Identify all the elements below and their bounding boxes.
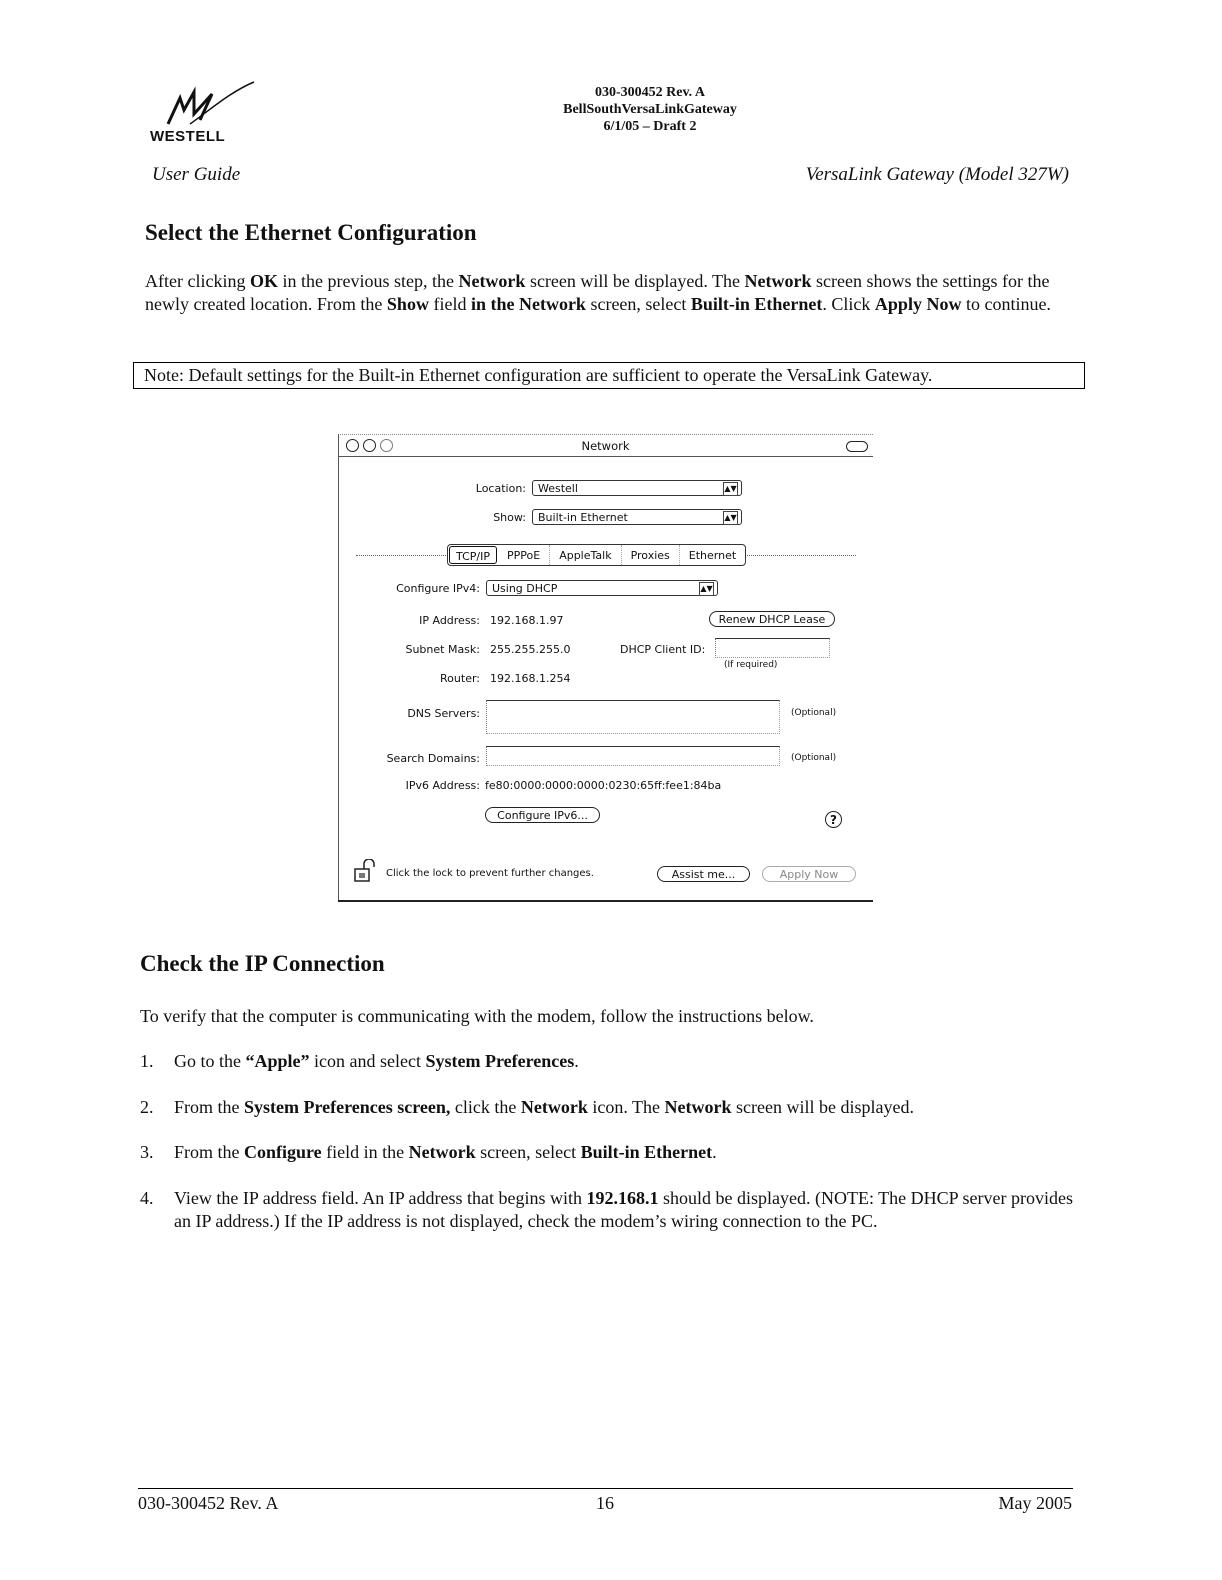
tab-proxies[interactable]: Proxies [622, 545, 680, 565]
lock-message: Click the lock to prevent further changes. [386, 868, 594, 879]
search-domains-field[interactable] [486, 746, 780, 766]
note-box: Note: Default settings for the Built-in Ethernet configuration are sufficient to operate the VersaLink Gateway. [133, 362, 1085, 389]
subnet-mask-value: 255.255.255.0 [490, 643, 571, 656]
westell-logo-icon [150, 80, 260, 130]
ipv6-address-label: IPv6 Address: [405, 779, 480, 792]
tab-appletalk[interactable]: AppleTalk [550, 545, 621, 565]
configure-ipv4-label: Configure IPv4: [396, 582, 480, 595]
lock-icon[interactable] [354, 859, 376, 883]
dhcp-client-id-field[interactable] [715, 638, 830, 658]
section-intro: To verify that the computer is communicating with the modem, follow the instructions below. [140, 1006, 814, 1026]
subnet-mask-label: Subnet Mask: [405, 643, 480, 656]
configure-ipv4-select[interactable]: Using DHCP ▲▼ [486, 580, 718, 596]
show-label: Show: [493, 511, 526, 524]
page-number: 16 [596, 1493, 614, 1513]
window-top-border [338, 434, 873, 435]
apply-now-button[interactable]: Apply Now [762, 866, 856, 882]
assist-me-button[interactable]: Assist me... [657, 866, 750, 882]
help-icon[interactable]: ? [825, 811, 842, 828]
section-title-ip-connection: Check the IP Connection [140, 951, 385, 976]
ipv6-address-value: fe80:0000:0000:0000:0230:65ff:fee1:84ba [485, 779, 722, 792]
section-paragraph: After clicking OK in the previous step, the Network screen will be displayed. The Network screen shows the settings for the newly created location. From the Show field in the Network screen, select Built-in Ethernet. Click Apply Now to continue. [145, 271, 1051, 314]
header-left-title: User Guide [152, 164, 241, 185]
location-label: Location: [475, 482, 526, 495]
tab-ethernet[interactable]: Ethernet [688, 549, 737, 562]
router-label: Router: [440, 672, 480, 685]
doc-number: 030-300452 Rev. A [594, 85, 706, 100]
location-select[interactable]: Westell ▲▼ [532, 480, 742, 496]
tab-pppoe[interactable]: PPPoE [498, 545, 550, 565]
document-info [480, 84, 820, 135]
configure-ipv6-button[interactable]: Configure IPv6... [485, 807, 600, 823]
window-left-border [338, 434, 339, 902]
footer-date: May 2005 [998, 1493, 1072, 1513]
search-optional-hint: (Optional) [791, 753, 837, 763]
footer-divider [138, 1488, 1073, 1489]
dns-servers-field[interactable] [486, 700, 780, 734]
dhcp-client-id-label: DHCP Client ID: [620, 643, 706, 656]
titlebar-divider [338, 456, 873, 457]
select-arrows-icon: ▲▼ [723, 482, 738, 496]
tab-bar [447, 544, 746, 566]
select-arrows-icon: ▲▼ [723, 511, 738, 525]
dns-optional-hint: (Optional) [791, 708, 837, 718]
window-bottom-border [338, 900, 873, 902]
ip-address-label: IP Address: [419, 614, 480, 627]
section-title-ethernet: Select the Ethernet Configuration [145, 220, 477, 245]
window-title: Network [581, 439, 630, 453]
select-arrows-icon: ▲▼ [699, 582, 714, 596]
router-value: 192.168.1.254 [490, 672, 571, 685]
toolbar-toggle-icon[interactable] [846, 441, 868, 452]
doc-date: 6/1/05 – Draft 2 [603, 119, 697, 134]
tab-tcp-ip[interactable]: TCP/IP [449, 546, 497, 564]
ip-address-value: 192.168.1.97 [490, 614, 564, 627]
show-select[interactable]: Built-in Ethernet ▲▼ [532, 509, 742, 525]
network-window [338, 434, 873, 902]
header-right-title: VersaLink Gateway (Model 327W) [805, 164, 1069, 185]
if-required-hint: (If required) [724, 660, 778, 670]
dns-servers-label: DNS Servers: [407, 707, 480, 720]
renew-dhcp-lease-button[interactable]: Renew DHCP Lease [709, 611, 835, 627]
doc-name: BellSouthVersaLinkGateway [563, 102, 737, 117]
search-domains-label: Search Domains: [386, 752, 480, 765]
footer-doc-number: 030-300452 Rev. A [138, 1493, 279, 1513]
logo-text: WESTELL [150, 128, 226, 145]
